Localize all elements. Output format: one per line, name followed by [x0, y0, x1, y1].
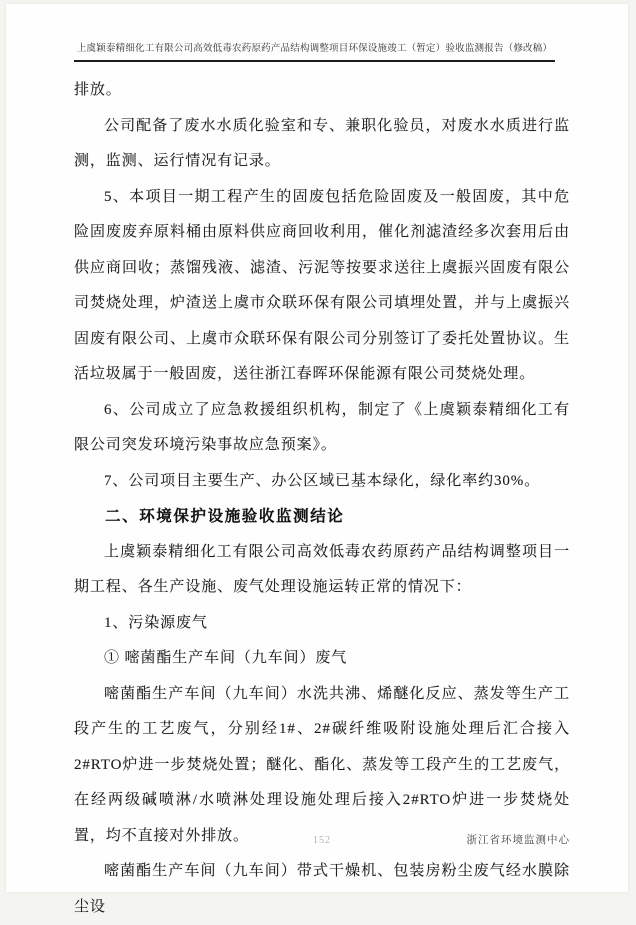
document-body [74, 73, 570, 925]
section-heading-conclusion: 二、环境保护设施验收监测结论 [105, 508, 345, 525]
subheading-workshop-9-gas: ① 嘧菌酯生产车间（九车间）废气 [104, 650, 348, 666]
page-number: 152 [313, 835, 331, 846]
paragraph-item-7-greening: 7、公司项目主要生产、办公区域已基本绿化，绿化率约30%。 [104, 472, 541, 489]
document-page [6, 4, 628, 915]
page-footer [74, 832, 570, 847]
paragraph-lab-staff: 公司配备了废水水质化验室和专、兼职化验员，对废水水质进行监测，监测、运行情况有记录。 [74, 117, 570, 169]
paragraph-dust-treatment-cut: 嘧菌酯生产车间（九车间）带式干燥机、包装房粉尘废气经水膜除尘设 [74, 863, 570, 915]
subheading-pollution-waste-gas: 1、污染源废气 [104, 614, 208, 631]
paragraph-item-5-solid-waste: 5、本项目一期工程产生的固废包括危险固废及一般固废，其中危险固废废弃原料桶由原料供应商回收利用，催化剂滤渣经多次套用后由供应商回收；蒸馏残液、滤渣、污泥等按要求送往上虞振兴固废有限公司焚烧处理，炉渣送上虞市众联环保有限公司填埋处置，并与上虞振兴固废有限公司、上虞市众联环保有限公司分别签订了委托处置协议。生活垃圾属于一般固废，送往浙江春晖环保能源有限公司焚烧处理。 [74, 188, 570, 382]
paragraph-project-intro: 上虞颖泰精细化工有限公司高效低毒农药原药产品结构调整项目一期工程、各生产设施、废气处理设施运转正常的情况下： [74, 543, 570, 595]
paragraph-continuation: 排放。 [74, 82, 122, 98]
page-header-title: 上虞颖泰精细化工有限公司高效低毒农药原药产品结构调整项目环保设施竣工（暂定）验收监测报告（修改稿） [74, 42, 555, 62]
paragraph-rto-treatment: 嘧菌酯生产车间（九车间）水洗共沸、烯醚化反应、蒸发等生产工段产生的工艺废气，分别经1#、2#碳纤维吸附设施处理后汇合接入2#RTO炉进一步焚烧处置；醚化、酯化、蒸发等工段产生的工艺废气，在经两级碱喷淋/水喷淋处理设施处理后接入2#RTO炉进一步焚烧处置，均不直接对外排放。 [74, 685, 570, 844]
footer-organization: 浙江省环境监测中心 [466, 835, 570, 846]
paragraph-item-6-emergency: 6、公司成立了应急救援组织机构，制定了《上虞颖泰精细化工有限公司突发环境污染事故应急预案》。 [74, 401, 570, 453]
